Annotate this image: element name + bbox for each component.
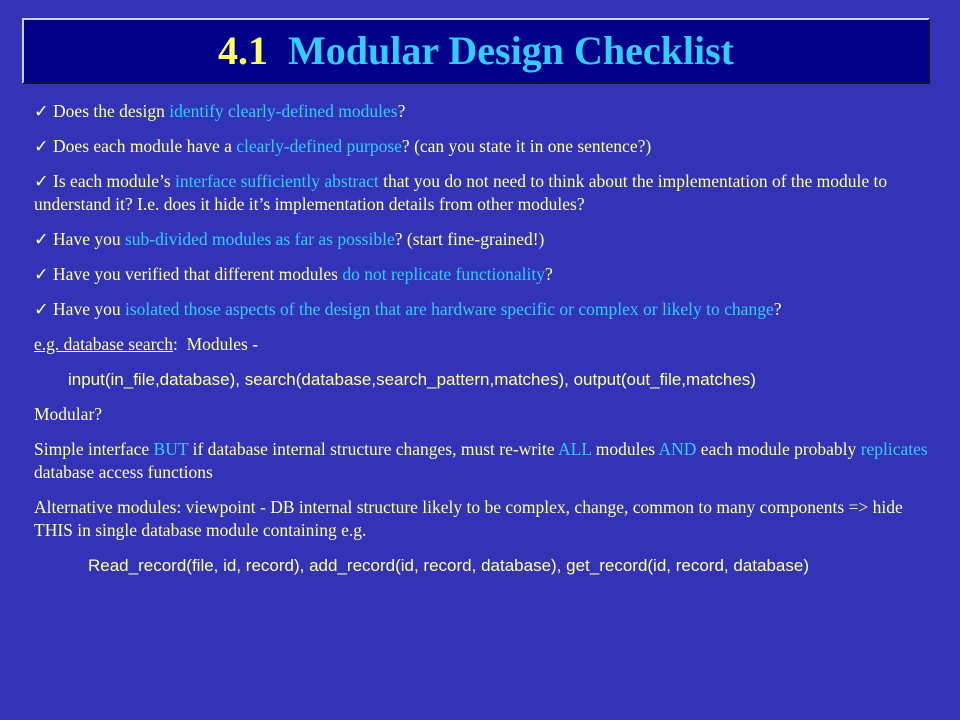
item-text: Have you verified that different modules <box>53 264 343 284</box>
item-highlight: do not replicate functionality <box>342 264 546 284</box>
para-text: database access functions <box>34 462 213 482</box>
section-number: 4.1 <box>218 28 269 73</box>
para-text: Simple interface <box>34 439 154 459</box>
item-highlight: clearly-defined purpose <box>236 136 402 156</box>
example-label: e.g. database search <box>34 334 173 354</box>
example-heading <box>34 333 934 356</box>
para-text: each module probably <box>696 439 861 459</box>
title-text: Modular Design Checklist <box>288 28 734 73</box>
example-rest: Modules - <box>177 334 259 354</box>
item-text: Have you <box>53 299 125 319</box>
item-highlight: interface sufficiently abstract <box>175 171 379 191</box>
checklist-item-2 <box>34 135 934 158</box>
alternative-code-text: Read_record(file, id, record), add_record(id, record, database), get_record(id, record, database) <box>88 556 809 575</box>
item-text: ? <box>545 264 553 284</box>
checklist-item-4 <box>34 228 934 251</box>
item-text: ? <box>773 299 782 319</box>
para-highlight: BUT <box>153 439 189 459</box>
para-highlight: replicates <box>860 439 928 459</box>
item-highlight: isolated those aspects of the design that are hardware specific or complex or likely to change <box>124 299 774 319</box>
alternative-paragraph: Alternative modules: viewpoint - DB internal structure likely to be complex, change, common to many components => hide THIS in single database module containing e.g. <box>34 497 903 540</box>
para-text: if database internal structure changes, must re-write <box>188 439 559 459</box>
check-icon: ✓ <box>34 264 49 284</box>
item-text: that you do not need to think about the implementation of the module to understand it? I.e. does it hide it’s implementation details from other modules? <box>34 171 888 214</box>
checklist-item-1 <box>34 100 934 123</box>
para-text: modules <box>591 439 659 459</box>
check-icon: ✓ <box>34 171 49 191</box>
check-icon: ✓ <box>34 136 49 156</box>
checklist-item-3 <box>34 170 934 216</box>
simple-interface-paragraph <box>34 438 934 484</box>
checklist-item-6 <box>34 298 934 321</box>
checklist-item-5 <box>34 263 934 286</box>
example-code-text: input(in_file,database), search(database,search_pattern,matches), output(out_file,matches) <box>68 370 756 389</box>
para-highlight: ALL <box>558 439 592 459</box>
alternative-code <box>34 554 934 577</box>
check-icon: ✓ <box>34 299 49 319</box>
item-text: ? (start fine-grained!) <box>394 229 545 249</box>
check-icon: ✓ <box>34 229 49 249</box>
modular-question: Modular? <box>34 404 103 424</box>
item-text: Is each module’s <box>53 171 176 191</box>
para-highlight: AND <box>658 439 697 459</box>
item-text: Have you <box>53 229 125 249</box>
item-text: ? (can you state it in one sentence?) <box>401 136 652 156</box>
item-text: Does the design <box>53 101 170 121</box>
page-title <box>24 20 928 82</box>
item-highlight: identify clearly-defined modules <box>169 101 398 121</box>
title-banner <box>22 18 930 84</box>
item-text: ? <box>397 101 406 121</box>
slide-body <box>34 100 934 577</box>
example-modules-code <box>34 368 934 391</box>
example-colon: : <box>172 334 178 354</box>
item-highlight: sub-divided modules as far as possible <box>124 229 395 249</box>
check-icon: ✓ <box>34 101 49 121</box>
item-text: Does each module have a <box>53 136 237 156</box>
